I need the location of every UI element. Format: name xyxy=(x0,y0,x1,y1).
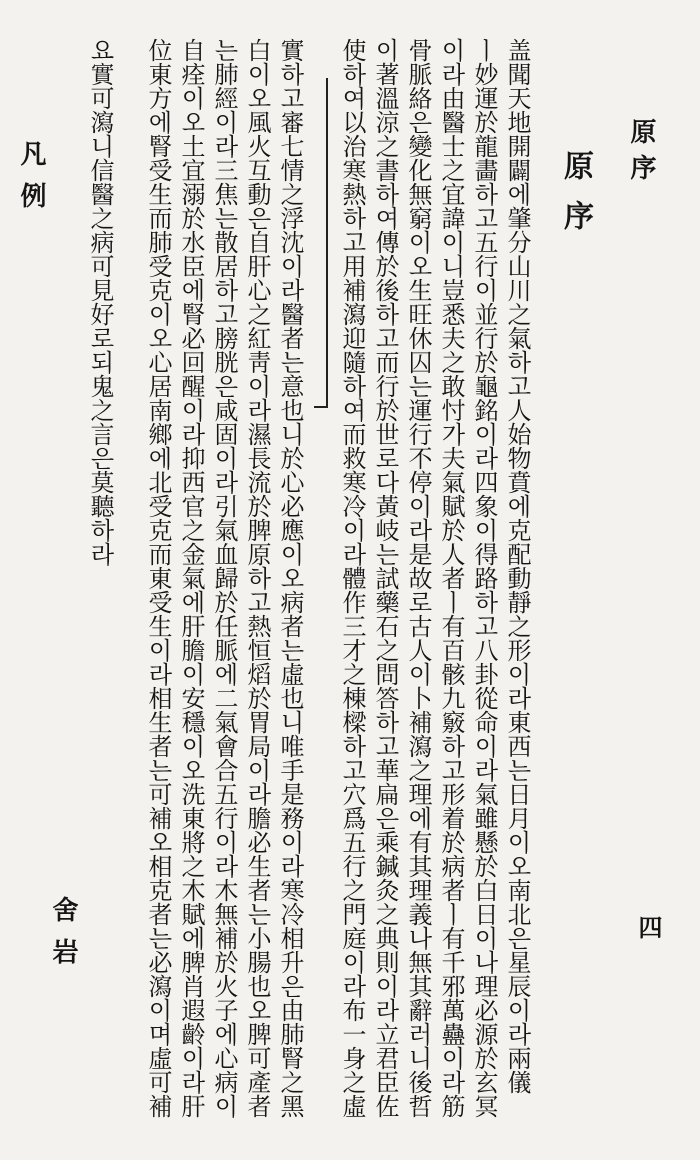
text-column-6: 使하여以治寒熱하고用補瀉迎隨하여而救寒冷이라體作三才之棟樑하고穴爲五行之門庭이라布一身之虛 xyxy=(338,38,366,1118)
text-column-4: 骨脈絡은變化無窮이오生旺休囚는運行不停이라是故로古人이卜補瀉之理에有其理義나無其辭러니後哲 xyxy=(404,38,432,1118)
running-title: 原序 xyxy=(626,118,656,190)
text-column-7: 實하고審七情之浮沈이라醫者는意也니於心必應이오病者는虛也니唯手是務이라寒冷相升은由肺腎之黑 xyxy=(276,38,304,1118)
handwritten-bracket-mark xyxy=(314,78,328,408)
text-column-1: 盖聞天地開闢에肇分山川之氣하고人始物賁에克配動靜之形이라東西는日月이오南北은星辰이라兩儀 xyxy=(503,38,531,1094)
text-column-10: 自痊이오土宜溺於水臣에腎必回醒이라抑西官之金氣에肝膽이安穩이오洗東將之木賦에脾肖遐齡이라肝 xyxy=(177,38,205,1118)
text-column-3: 이라由醫士之宜諱이니豈悉夫之敢忖가夫氣賦於人者ㅣ有百骸九竅하고形着於病者ㅣ有千邪萬蠱이라筋 xyxy=(437,38,465,1118)
text-column-9: 는肺經이라三焦는散居하고膀胱은咸固이라引氣血歸於任脈에二氣會合五行이라木無補於火子에心病이 xyxy=(210,38,238,1118)
page-title: 原序 xyxy=(558,150,593,250)
page-number: 四 xyxy=(634,915,663,939)
text-column-11: 位東方에腎受生而肺受克이오心居南鄉에北受克而東受生이라相生者는可補오相克者는必瀉이며虛可補 xyxy=(144,38,172,1118)
left-page-author: 舍岩 xyxy=(48,896,78,980)
text-column-5: 이著溫涼之書하여傳於後하고而行於世로다黃岐는試藥石之問答하고華扁은乘鍼灸之典則이라立君臣佐 xyxy=(371,38,399,1118)
left-page-title: 凡例 xyxy=(16,140,46,224)
text-column-2: ㅣ妙運於龍畵하고五行이並行於龜銘이라四象이得路하고八卦從命이라氣雖懸於白日이나理必源於玄冥 xyxy=(470,38,498,1118)
text-column-8: 白이오風火互動은自肝心之紅靑이라濕長流於脾原하고熱恒熖於胃局이라膽必生者는小腸也오脾可產者 xyxy=(243,38,271,1118)
text-column-12: 요實可瀉니信醫之病可見好로되鬼之言은莫聽하라 xyxy=(86,38,114,566)
